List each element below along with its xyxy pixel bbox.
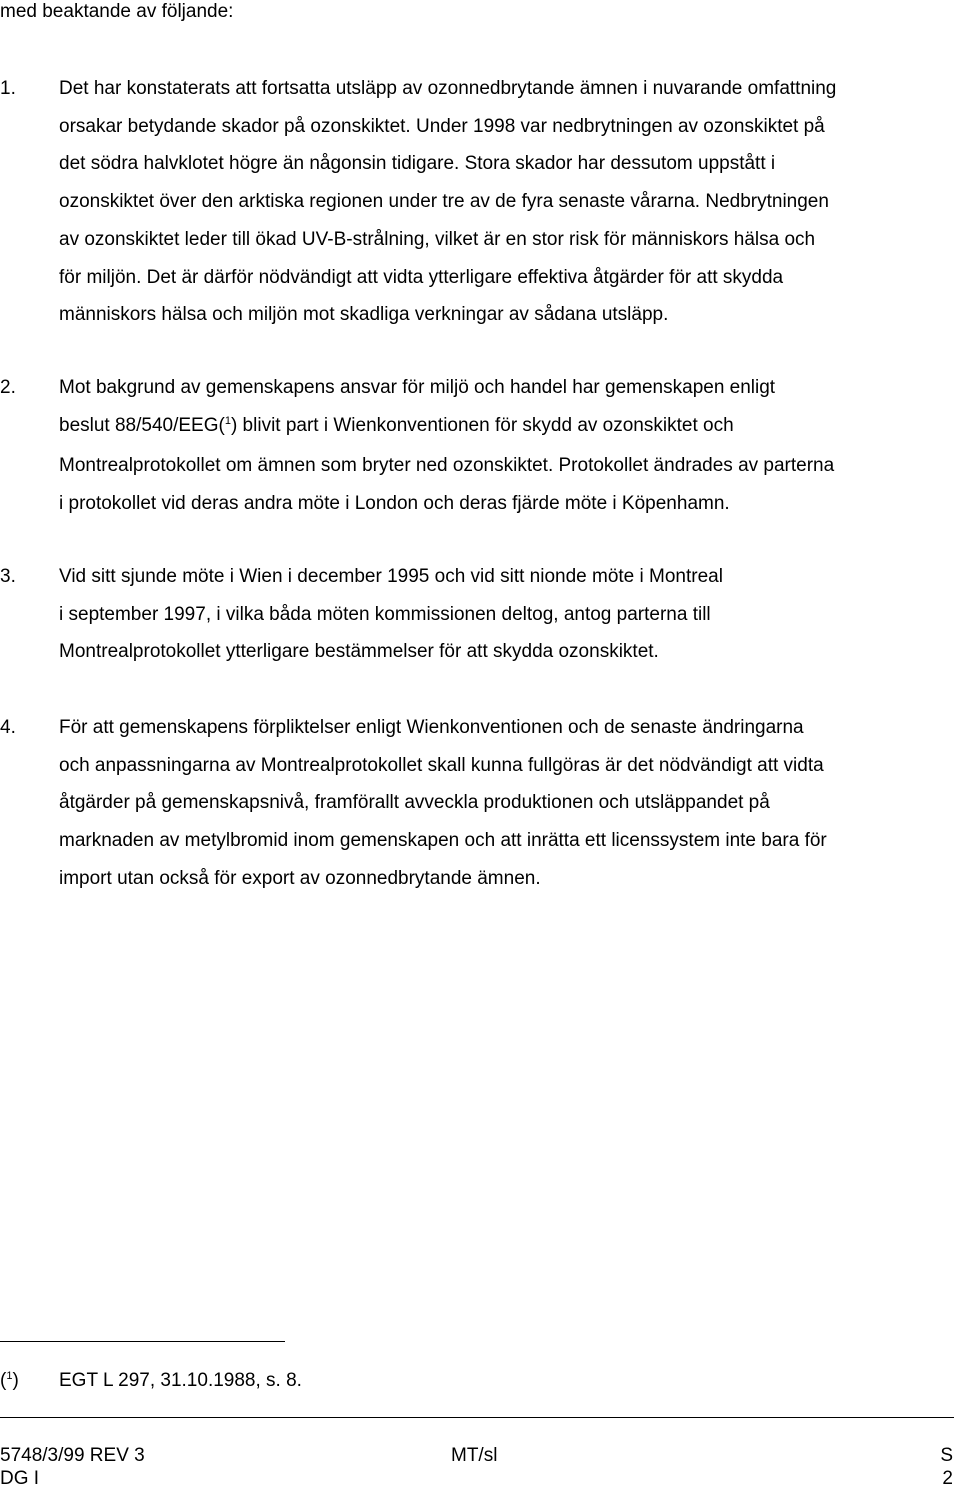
footer-language: S: [940, 1445, 953, 1466]
paragraph-text: [59, 369, 955, 523]
footer-initials: MT/sl: [451, 1445, 498, 1466]
footnote-text: EGT L 297, 31.10.1988, s. 8.: [59, 1370, 302, 1391]
footer-row-2: [0, 1467, 955, 1491]
paragraph-number: 1.: [0, 78, 16, 99]
paragraph-text: Vid sitt sjunde möte i Wien i december 1995 och vid sitt nionde möte i Montreal i september 1997, i vilka båda möten kommissionen deltog, antog parterna till Montrealprotokollet ytterligare bestämmelser för att skydda ozonskiktet.: [59, 566, 723, 663]
footnote-open-paren: (: [0, 1370, 7, 1391]
paragraph-3: [0, 558, 955, 671]
intro-text: med beaktande av följande:: [0, 1, 234, 22]
paragraph-number: 2.: [0, 377, 16, 398]
paragraph-number: 3.: [0, 566, 16, 587]
paragraph-number: 4.: [0, 717, 16, 738]
footer-document-reference: 5748/3/99 REV 3: [0, 1445, 145, 1466]
paragraph-text: Det har konstaterats att fortsatta utsläpp av ozonnedbrytande ämnen i nuvarande omfattning orsakar betydande skador på ozonskiktet. Under 1998 var nedbrytningen av ozonskiktet på det södra halvklotet högre än någonsin tidigare. Stora skador har dessutom uppstått i ozonskiktet över den arktiska regionen under tre av de fyra senaste vårarna. Nedbrytningen av ozonskiktet leder till ökad UV-B-strålning, vilket är en stor risk för människors hälsa och för miljön. Det är därför nödvändigt att vidta ytterligare effektiva åtgärder för att skydda människors hälsa och miljön mot skadliga verkningar av sådana utsläpp.: [59, 78, 837, 326]
footer-divider: [0, 1417, 954, 1418]
paragraph-4: [0, 709, 955, 898]
paragraph-1: [0, 70, 955, 334]
footnote-marker: [0, 1369, 19, 1395]
paragraph-text: För att gemenskapens förpliktelser enligt Wienkonventionen och de senaste ändringarna och anpassningarna av Montrealprotokollet skall kunna fullgöras är det nödvändigt att vidta åtgärder på gemenskapsnivå, framförallt avveckla produktionen och utsläppandet på marknaden av metylbromid inom gemenskapen och att inrätta ett licenssystem inte bara för import utan också för export av ozonnedbrytande ämnen.: [59, 717, 827, 889]
paragraph-text-after: ) blivit part i Wienkonventionen för skydd av ozonskiktet och Montrealprotokollet om ämnen som bryter ned ozonskiktet. Protokollet ändrades av parterna i protokollet vid deras andra möte i London och deras fjärde möte i Köpenhamn.: [59, 414, 835, 515]
footer-row-1: [0, 1444, 955, 1468]
footer-directorate: DG I: [0, 1468, 40, 1489]
footnote-number: 1: [6, 1370, 13, 1382]
paragraph-text-before: Mot bakgrund av gemenskapens ansvar för miljö och handel har gemenskapen enligt beslut 88/540/EEG(: [59, 377, 776, 436]
footnote-reference[interactable]: 1: [224, 414, 231, 427]
footnote-close-paren: ): [12, 1370, 19, 1391]
footer-page-number: 2: [942, 1468, 953, 1489]
paragraph-2: [0, 369, 955, 523]
footnote-divider: [0, 1341, 285, 1342]
